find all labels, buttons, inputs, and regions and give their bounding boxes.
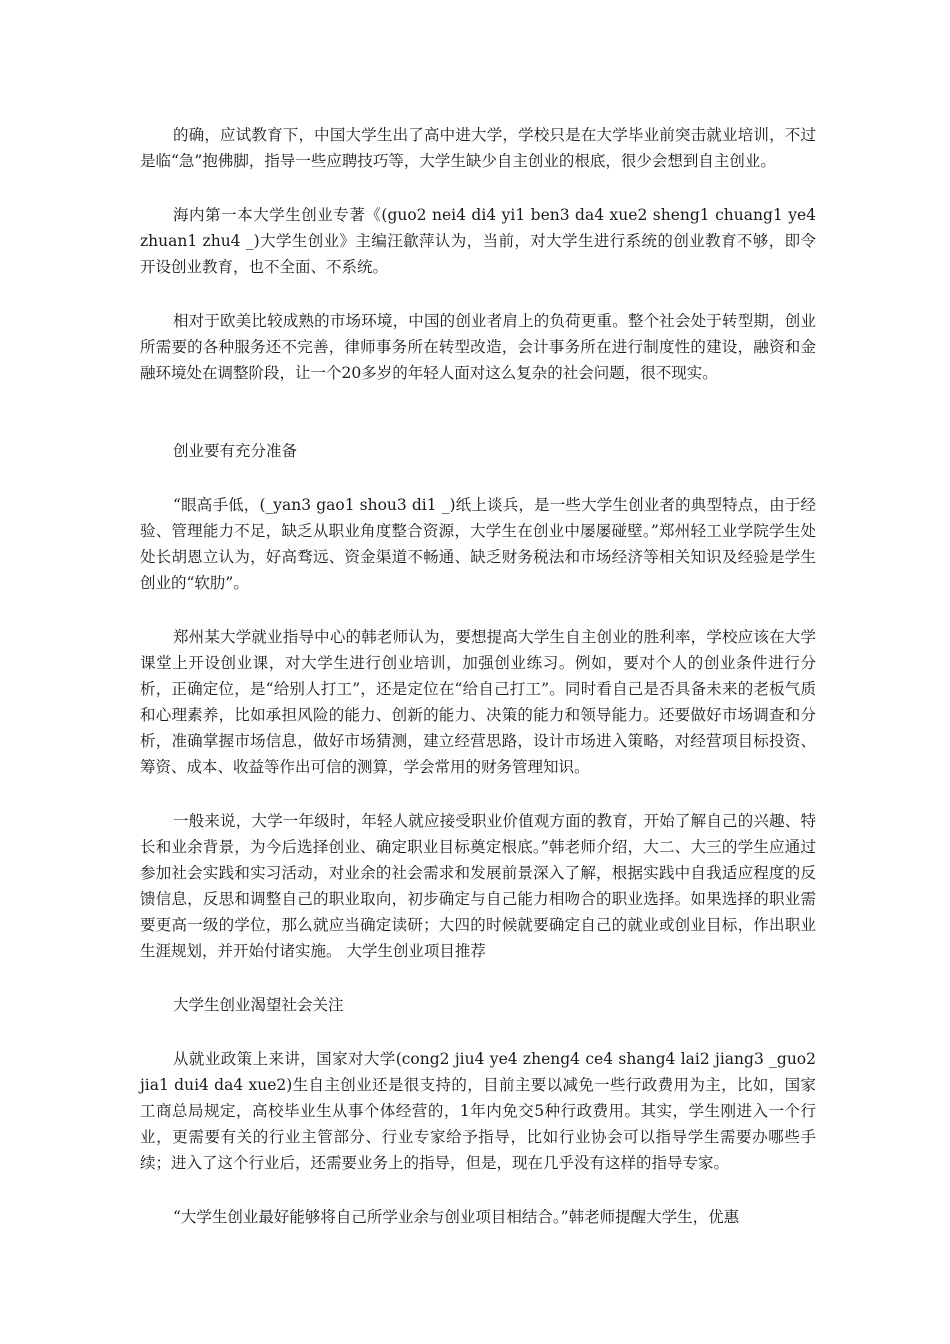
- paragraph-3: 相对于欧美比较成熟的市场环境，中国的创业者肩上的负荷更重。整个社会处于转型期，创业所需要的各种服务还不完善，律师事务所在转型改造，会计事务所在进行制度性的建设，融资和金融环境处在调整阶段，让一个20多岁的年轻人面对这么复杂的社会问题，很不现实。: [140, 312, 816, 382]
- paragraph-6: 一般来说，大学一年级时，年轻人就应接受职业价值观方面的教育，开始了解自己的兴趣、特长和业余背景，为今后选择创业、确定职业目标奠定根底。”韩老师介绍，大二、大三的学生应通过参加社会实践和实习活动，对业余的社会需求和发展前景深入了解，根据实践中自我适应程度的反馈信息，反思和调整自己的职业取向，初步确定与自己能力相吻合的职业选择。如果选择的职业需要更高一级的学位，那么就应当确定读研；大四的时候就要确定自己的就业或创业目标，作出职业生涯规划，并开始付诸实施。 大学生创业项目推荐: [140, 812, 816, 960]
- paragraph-1: 的确，应试教育下，中国大学生出了高中进大学，学校只是在大学毕业前突击就业培训，不过是临“急”抱佛脚，指导一些应聘技巧等，大学生缺少自主创业的根底，很少会想到自主创业。: [140, 126, 816, 170]
- section-heading-preparation: 创业要有充分准备: [173, 442, 298, 460]
- paragraph-7: 从就业政策上来讲，国家对大学(cong2 jiu4 ye4 zheng4 ce4 shang4 lai2 jiang3 _guo2 jia1 dui4 da4 xue2)生自主创业还是很支持的，目前主要以减免一些行政费用为主，比如，国家工商总局规定，高校毕业生从事个体经营的，1年内免交5种行政费用。其实，学生刚进入一个行业，更需要有关的行业主管部分、行业专家给予指导，比如行业协会可以指导学生需要办哪些手续；进入了这个行业后，还需要业务上的指导，但是，现在几乎没有这样的指导专家。: [140, 1050, 816, 1172]
- paragraph-4: “眼高手低，(_yan3 gao1 shou3 di1 _)纸上谈兵，是一些大学生创业者的典型特点，由于经验、管理能力不足，缺乏从职业角度整合资源，大学生在创业中屡屡碰壁。”郑州轻工业学院学生处处长胡恩立认为，好高骛远、资金渠道不畅通、缺乏财务税法和市场经济等相关知识及经验是学生创业的“软肋”。: [140, 496, 816, 592]
- paragraph-5: 郑州某大学就业指导中心的韩老师认为，要想提高大学生自主创业的胜利率，学校应该在大学课堂上开设创业课，对大学生进行创业培训，加强创业练习。例如，要对个人的创业条件进行分析，正确定位，是“给别人打工”，还是定位在“给自己打工”。同时看自己是否具备未来的老板气质和心理素养，比如承担风险的能力、创新的能力、决策的能力和领导能力。还要做好市场调查和分析，准确掌握市场信息，做好市场猜测，建立经营思路，设计市场进入策略，对经营项目标投资、筹资、成本、收益等作出可信的测算，学会常用的财务管理知识。: [140, 628, 816, 776]
- paragraph-8: “大学生创业最好能够将自己所学业余与创业项目相结合。”韩老师提醒大学生，优惠: [173, 1208, 740, 1226]
- document-body: [140, 122, 816, 1258]
- paragraph-2: 海内第一本大学生创业专著《(guo2 nei4 di4 yi1 ben3 da4 xue2 sheng1 chuang1 ye4 zhuan1 zhu4 _)大学生创业》主编汪歙萍认为，当前，对大学生进行系统的创业教育不够，即令开设创业教育，也不全面、不系统。: [140, 206, 816, 276]
- section-spacer: [140, 414, 816, 438]
- section-heading-social-attention: 大学生创业渴望社会关注: [173, 996, 344, 1014]
